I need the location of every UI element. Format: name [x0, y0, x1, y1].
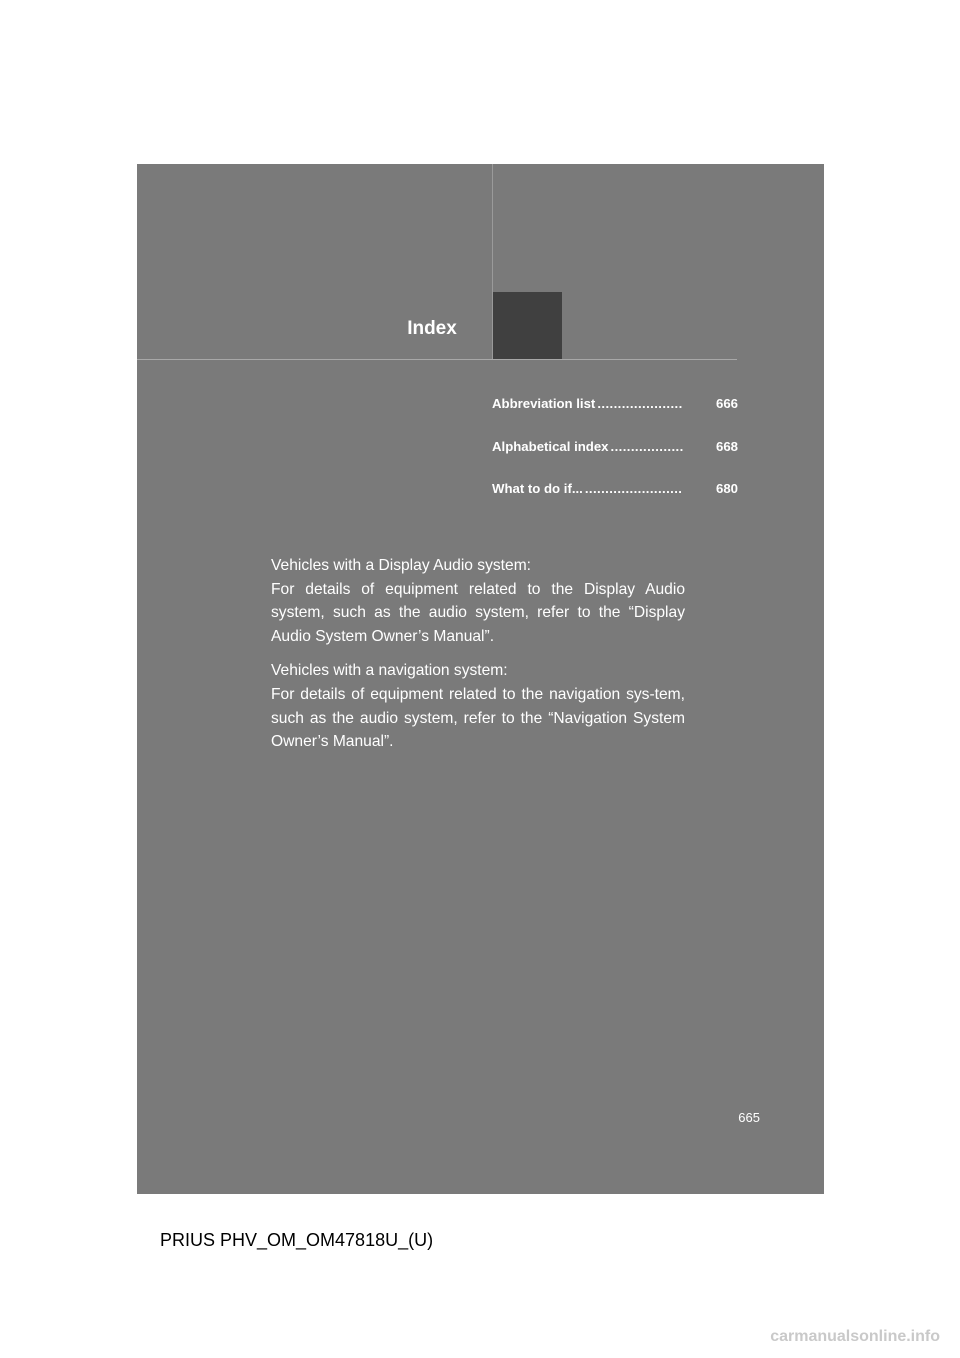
note-heading: Vehicles with a Display Audio system:: [271, 557, 532, 574]
watermark: carmanualsonline.info: [770, 1328, 940, 1345]
note-text: For details of equipment related to the Display Audio system, such as the audio system, refer to the “Display Audio System Owner’s Manual”.: [271, 580, 685, 645]
notes-block: [271, 554, 685, 765]
toc-item-alphabetical-index[interactable]: [492, 439, 738, 460]
toc-label: What to do if...: [492, 481, 583, 496]
table-of-contents: [492, 396, 738, 524]
toc-label: Abbreviation list: [492, 396, 596, 411]
section-title: Index: [407, 318, 457, 339]
section-tab-marker: [493, 292, 562, 360]
toc-page-number: 680: [715, 481, 738, 496]
toc-leader-dots: ..................: [610, 438, 684, 454]
note-navigation: [271, 659, 685, 753]
toc-page-number: 666: [715, 396, 738, 411]
horizontal-divider: [137, 359, 737, 360]
toc-leader-dots: .....................: [597, 396, 683, 411]
toc-leader-dots: ........................: [584, 481, 683, 496]
toc-page-number: 668: [715, 438, 738, 454]
toc-item-what-to-do-if[interactable]: [492, 481, 738, 502]
toc-label: Alphabetical index: [492, 438, 609, 454]
note-display-audio: [271, 554, 685, 648]
note-heading: Vehicles with a navigation system:: [271, 662, 508, 680]
toc-item-abbreviation-list[interactable]: [492, 396, 738, 417]
page-number: 665: [738, 1110, 760, 1125]
note-text: For details of equipment related to the navigation sys-tem, such as the audio system, refer to the “Navigation System Owner’s Manual”.: [271, 685, 685, 751]
document-code: PRIUS PHV_OM_OM47818U_(U): [160, 1230, 434, 1250]
